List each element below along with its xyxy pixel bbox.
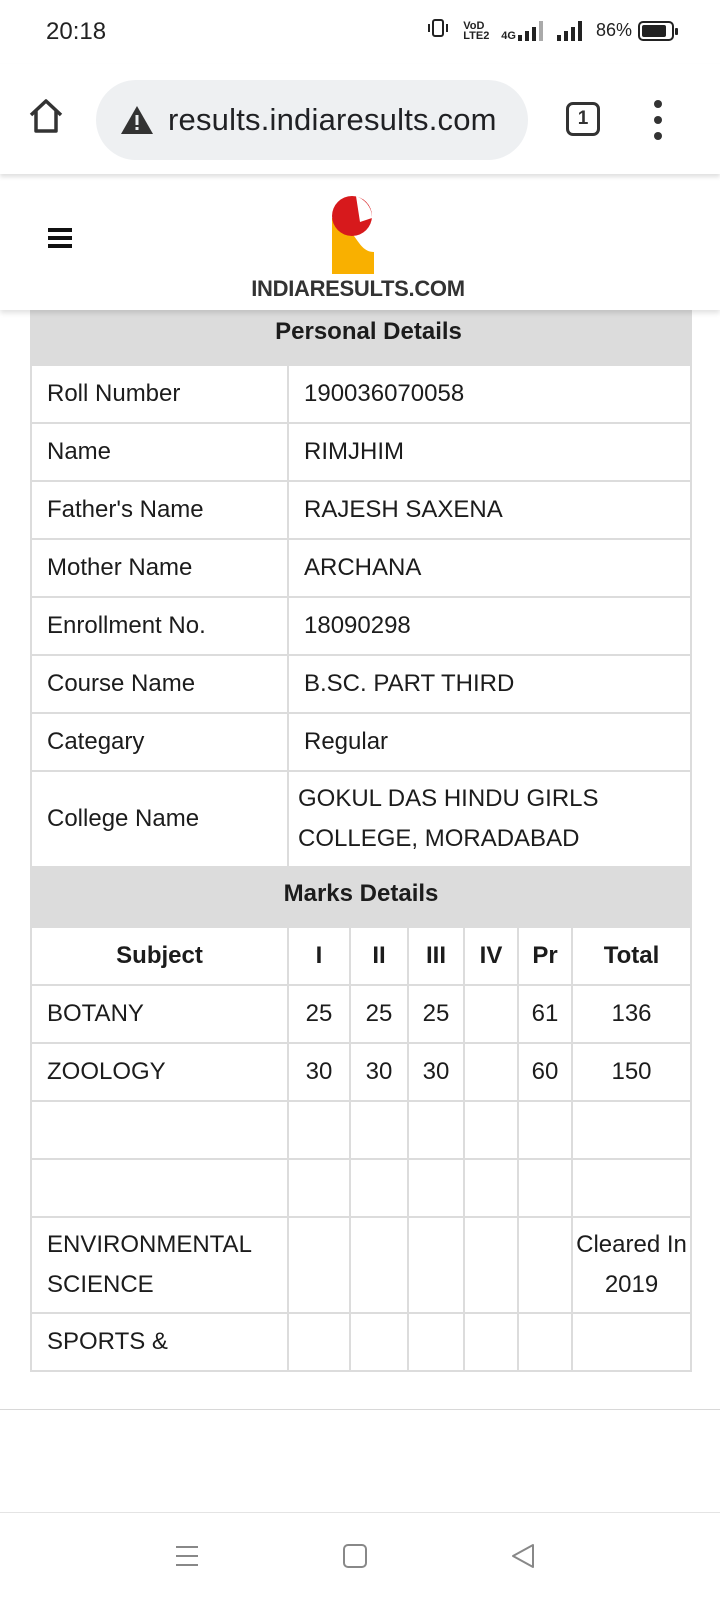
- marks-row: [31, 1313, 691, 1371]
- marks-row: [31, 1101, 691, 1159]
- menu-lines-icon: [172, 1541, 202, 1571]
- marks-cell: 150: [572, 1043, 691, 1101]
- marks-cell: [518, 1101, 572, 1159]
- marks-column-header: III: [408, 927, 464, 985]
- marks-cell: [288, 1101, 350, 1159]
- personal-value: 18090298: [288, 597, 691, 655]
- marks-column-header: Pr: [518, 927, 572, 985]
- marks-subject: BOTANY: [31, 985, 288, 1043]
- personal-row: [31, 423, 691, 481]
- marks-cell: [518, 1313, 572, 1371]
- warning-icon: [120, 105, 154, 135]
- personal-row: [31, 365, 691, 423]
- status-icons: [427, 18, 674, 43]
- personal-label: Categary: [31, 713, 288, 771]
- personal-row: [31, 713, 691, 771]
- marks-column-header: IV: [464, 927, 518, 985]
- marks-cell: [464, 1101, 518, 1159]
- personal-label: Course Name: [31, 655, 288, 713]
- url-text: results.indiaresults.com: [168, 102, 497, 137]
- marks-cell: [408, 1313, 464, 1371]
- personal-value: B.SC. PART THIRD: [288, 655, 691, 713]
- marks-cell: 30: [288, 1043, 350, 1101]
- marks-cell: [350, 1313, 408, 1371]
- marks-details-heading: Marks Details: [31, 869, 691, 927]
- volte-icon: VoD LTE2: [463, 19, 490, 42]
- logo-text: INDIARESULTS.COM: [251, 276, 465, 301]
- marks-row: [31, 1043, 691, 1101]
- status-time: 20:18: [46, 18, 107, 45]
- marks-column-header: Total: [572, 927, 691, 985]
- marks-cell: [464, 1043, 518, 1101]
- personal-value: ARCHANA: [288, 539, 691, 597]
- marks-cell: 61: [518, 985, 572, 1043]
- marks-row: [31, 1217, 691, 1313]
- personal-label: Roll Number: [31, 365, 288, 423]
- home-button[interactable]: [26, 96, 66, 136]
- square-icon: [340, 1541, 370, 1571]
- personal-value: GOKUL DAS HINDU GIRLS COLLEGE, MORADABAD: [288, 771, 691, 867]
- marks-cell: [518, 1159, 572, 1217]
- personal-label: College Name: [31, 771, 288, 867]
- marks-row: [31, 1159, 691, 1217]
- logo-graphic: [248, 192, 468, 276]
- marks-cell: [350, 1101, 408, 1159]
- marks-cell: [572, 1101, 691, 1159]
- home-icon: [26, 96, 66, 136]
- site-header: [0, 174, 720, 310]
- marks-cell: 25: [288, 985, 350, 1043]
- home-nav-button[interactable]: [340, 1541, 370, 1571]
- marks-cell: [288, 1217, 350, 1313]
- personal-row: [31, 539, 691, 597]
- personal-details-table: [30, 310, 692, 868]
- marks-subject: [31, 1101, 288, 1159]
- personal-label: Father's Name: [31, 481, 288, 539]
- battery-percent: 86%: [595, 20, 632, 40]
- marks-details-table: [30, 868, 692, 1372]
- marks-column-header: II: [350, 927, 408, 985]
- tab-switcher-button[interactable]: 1: [566, 102, 600, 136]
- marks-header-row: [31, 927, 691, 985]
- marks-cell: [288, 1313, 350, 1371]
- marks-cell: 30: [350, 1043, 408, 1101]
- marks-subject: [31, 1159, 288, 1217]
- personal-row: [31, 481, 691, 539]
- marks-cell: [464, 985, 518, 1043]
- personal-row: [31, 771, 691, 867]
- marks-cell: 25: [350, 985, 408, 1043]
- marks-cell: [464, 1217, 518, 1313]
- marks-cell: [572, 1313, 691, 1371]
- battery-icon: [638, 21, 674, 41]
- vibrate-icon: [427, 18, 449, 43]
- marks-cell: [408, 1101, 464, 1159]
- marks-cell: Cleared In 2019: [572, 1217, 691, 1313]
- marks-subject: ZOOLOGY: [31, 1043, 288, 1101]
- marks-subject: ENVIRONMENTAL SCIENCE: [31, 1217, 288, 1313]
- marks-cell: [288, 1159, 350, 1217]
- marks-cell: [350, 1217, 408, 1313]
- hamburger-menu-icon[interactable]: [48, 228, 72, 248]
- mobile-data-icon: [501, 21, 543, 41]
- marks-cell: [572, 1159, 691, 1217]
- marks-column-header: Subject: [31, 927, 288, 985]
- personal-value: RAJESH SAXENA: [288, 481, 691, 539]
- back-triangle-icon: [508, 1541, 538, 1571]
- marks-cell: [464, 1313, 518, 1371]
- marks-cell: 136: [572, 985, 691, 1043]
- marks-cell: [350, 1159, 408, 1217]
- marks-cell: [408, 1159, 464, 1217]
- marks-cell: [408, 1217, 464, 1313]
- recents-button[interactable]: [172, 1541, 202, 1571]
- personal-value: RIMJHIM: [288, 423, 691, 481]
- personal-label: Enrollment No.: [31, 597, 288, 655]
- personal-value: Regular: [288, 713, 691, 771]
- site-logo[interactable]: [248, 192, 468, 304]
- marks-cell: 25: [408, 985, 464, 1043]
- network-type-label: 4G: [501, 29, 516, 42]
- system-nav-bar: [0, 1512, 720, 1600]
- personal-value: 190036070058: [288, 365, 691, 423]
- marks-cell: 30: [408, 1043, 464, 1101]
- personal-label: Mother Name: [31, 539, 288, 597]
- personal-row: [31, 655, 691, 713]
- address-bar[interactable]: [96, 80, 528, 160]
- marks-row: [31, 985, 691, 1043]
- marks-cell: 60: [518, 1043, 572, 1101]
- personal-row: [31, 597, 691, 655]
- browser-menu-button[interactable]: [652, 100, 664, 140]
- marks-subject: SPORTS &: [31, 1313, 288, 1371]
- marks-column-header: I: [288, 927, 350, 985]
- personal-label: Name: [31, 423, 288, 481]
- status-bar: [0, 0, 720, 64]
- marks-cell: [518, 1217, 572, 1313]
- signal-icon-2: [557, 21, 582, 41]
- browser-toolbar: [0, 64, 720, 174]
- marks-cell: [464, 1159, 518, 1217]
- battery-indicator: [596, 20, 674, 41]
- back-button[interactable]: [508, 1541, 538, 1571]
- signal-icon-1: [518, 21, 543, 41]
- personal-details-heading: Personal Details: [31, 310, 691, 365]
- result-content: [0, 310, 720, 1410]
